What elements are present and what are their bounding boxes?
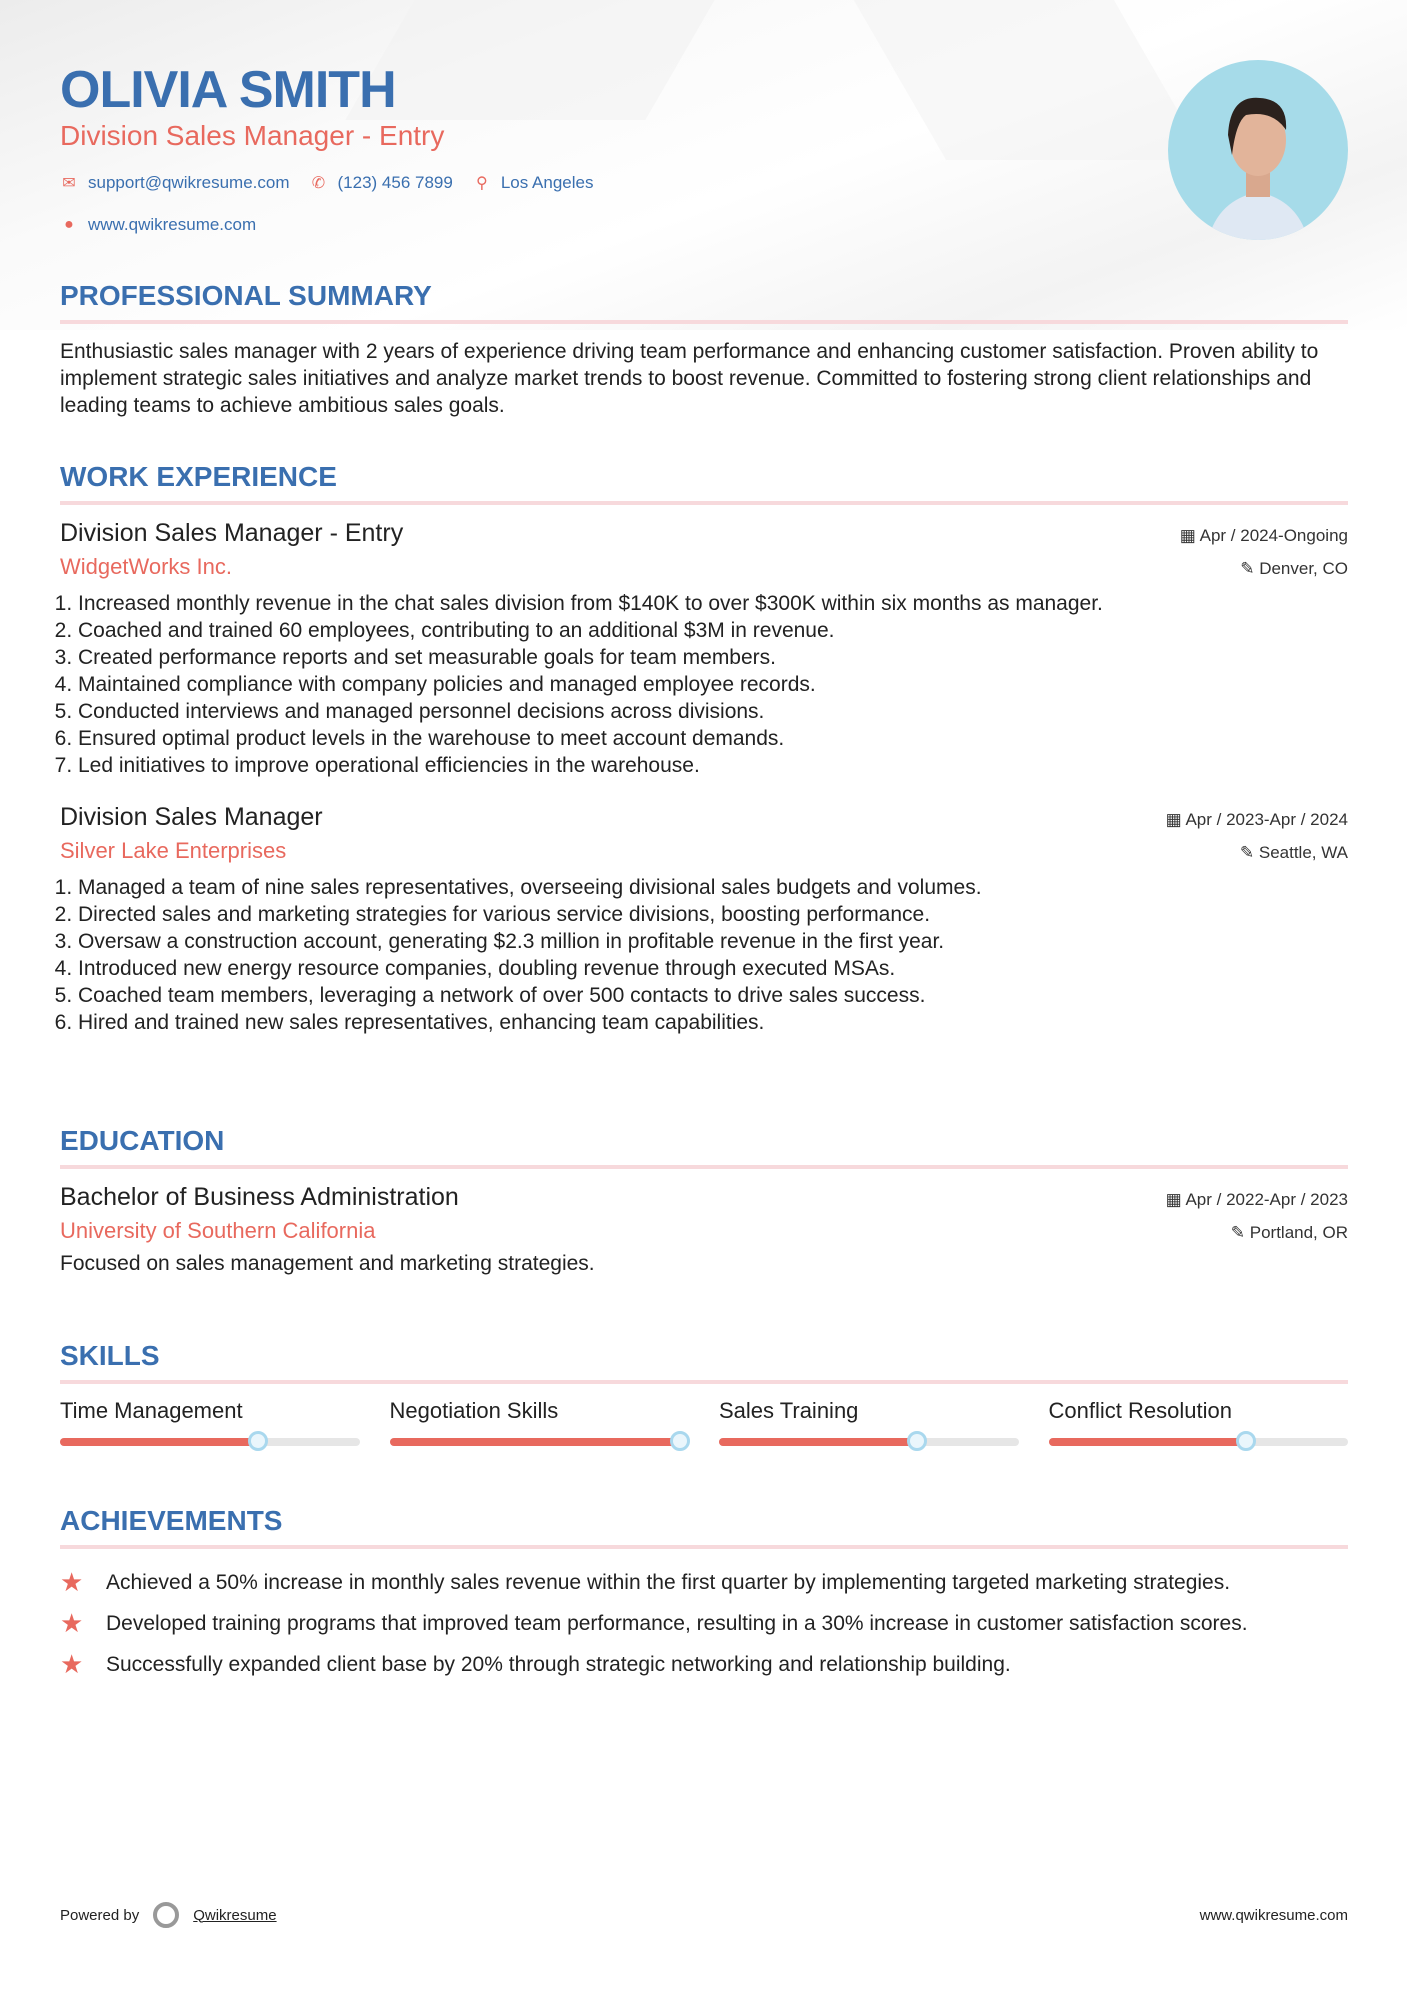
calendar-icon: ▦ Apr / 2023-Apr / 2024 [1165, 810, 1348, 829]
job-title: Division Sales Manager [60, 803, 323, 831]
skill-fill [719, 1438, 917, 1446]
section-heading: SKILLS [60, 1340, 1348, 1384]
candidate-role: Division Sales Manager - Entry [60, 120, 445, 151]
skill-item [1049, 1398, 1349, 1446]
star-icon: ★ [60, 1649, 84, 1679]
skill-name: Sales Training [719, 1398, 859, 1423]
job-title: Division Sales Manager - Entry [60, 519, 404, 547]
list-item: 3. Oversaw a construction account, generating $2.3 million in profitable revenue in the first year. [78, 928, 1348, 955]
list-item: 4. Introduced new energy resource companies, doubling revenue through executed MSAs. [78, 955, 1348, 982]
summary-text: Enthusiastic sales manager with 2 years of experience driving team performance and enhancing customer satisfaction. Proven ability to implement strategic sales initiatives and analyze market trends to boost revenue. Committed to fostering strong client relationships and leading teams to achieve ambitious sales goals. [60, 340, 1319, 417]
section-heading: EDUCATION [60, 1125, 1348, 1169]
education-location: Portland, OR [1249, 1223, 1348, 1242]
website-row [60, 215, 256, 235]
job-location: Denver, CO [1259, 559, 1348, 578]
achievement-text: Successfully expanded client base by 20% through strategic networking and relationship building. [106, 1653, 1011, 1676]
skill-knob [670, 1431, 690, 1451]
footer [60, 1902, 1348, 1928]
skill-bar [390, 1438, 690, 1446]
list-item: 7. Led initiatives to improve operational efficiencies in the warehouse. [78, 752, 1348, 779]
list-item: 5. Conducted interviews and managed personnel decisions across divisions. [78, 698, 1348, 725]
list-item: 5. Coached team members, leveraging a network of over 500 contacts to drive sales success. [78, 982, 1348, 1009]
education-description: Focused on sales management and marketing strategies. [60, 1252, 595, 1275]
star-icon: ★ [60, 1608, 84, 1638]
job-entry [60, 519, 1348, 779]
achievement-item [60, 1651, 1348, 1678]
skill-knob [907, 1431, 927, 1451]
list-item: 3. Created performance reports and set measurable goals for team members. [78, 644, 1348, 671]
section-heading: WORK EXPERIENCE [60, 461, 1348, 505]
skill-bar [60, 1438, 360, 1446]
achievement-item [60, 1569, 1348, 1596]
skills-section [60, 1340, 1348, 1446]
list-item: 1. Increased monthly revenue in the chat sales division from $140K to over $300K within six months as manager. [78, 590, 1348, 617]
pin-icon: ✎ Seattle, WA [1239, 843, 1348, 862]
star-icon: ★ [60, 1567, 84, 1597]
brand-link[interactable]: Qwikresume [193, 1906, 277, 1924]
skill-name: Negotiation Skills [389, 1398, 559, 1423]
phone-icon: ✆ [311, 175, 326, 192]
skill-fill [390, 1438, 681, 1446]
list-item: 6. Hired and trained new sales representatives, enhancing team capabilities. [78, 1009, 1348, 1036]
list-item: 2. Directed sales and marketing strategies for various service divisions, boosting performance. [78, 901, 1348, 928]
pin-icon: ✎ Denver, CO [1240, 559, 1348, 578]
skill-fill [1049, 1438, 1247, 1446]
envelope-icon: ✉ [62, 175, 76, 192]
job-dates: Apr / 2024-Ongoing [1199, 526, 1348, 545]
achievements-section [60, 1505, 1348, 1692]
skill-knob [1236, 1431, 1256, 1451]
education-dates: Apr / 2022-Apr / 2023 [1185, 1190, 1348, 1209]
calendar-icon: ▦ Apr / 2024-Ongoing [1179, 526, 1348, 545]
globe-icon: ● [64, 216, 74, 233]
candidate-name: OLIVIA SMITH [60, 61, 396, 119]
skill-name: Conflict Resolution [1048, 1398, 1232, 1423]
achievement-item [60, 1610, 1348, 1637]
list-item: 6. Ensured optimal product levels in the warehouse to meet account demands. [78, 725, 1348, 752]
skill-item [719, 1398, 1019, 1446]
education-section [60, 1125, 1348, 1277]
profile-photo [1168, 60, 1348, 240]
skill-bar [719, 1438, 1019, 1446]
company: WidgetWorks Inc. [60, 554, 232, 579]
calendar-icon: ▦ Apr / 2022-Apr / 2023 [1165, 1190, 1348, 1209]
company: Silver Lake Enterprises [60, 838, 287, 863]
phone-text: (123) 456 7899 [337, 173, 453, 192]
email-link[interactable]: support@qwikresume.com [88, 173, 290, 192]
degree: Bachelor of Business Administration [60, 1183, 459, 1211]
skill-bar [1049, 1438, 1349, 1446]
job-location: Seattle, WA [1258, 843, 1348, 862]
work-section [60, 461, 1348, 1060]
skill-knob [248, 1431, 268, 1451]
skill-name: Time Management [60, 1398, 243, 1423]
contact-row [60, 173, 593, 193]
section-heading: PROFESSIONAL SUMMARY [60, 280, 1348, 324]
job-entry [60, 803, 1348, 1036]
skill-item [60, 1398, 360, 1446]
job-dates: Apr / 2023-Apr / 2024 [1185, 810, 1348, 829]
list-item: 2. Coached and trained 60 employees, contributing to an additional $3M in revenue. [78, 617, 1348, 644]
powered-by-text: Powered by [60, 1906, 140, 1924]
location-text: Los Angeles [500, 173, 594, 192]
website-link[interactable]: www.qwikresume.com [88, 215, 257, 234]
school: University of Southern California [60, 1218, 376, 1243]
skill-item [390, 1398, 690, 1446]
list-item: 4. Maintained compliance with company policies and managed employee records. [78, 671, 1348, 698]
qwikresume-logo-icon [153, 1902, 179, 1928]
job-bullets [56, 874, 1348, 1036]
pin-icon: ✎ Portland, OR [1230, 1223, 1348, 1242]
list-item: 1. Managed a team of nine sales representatives, overseeing divisional sales budgets and volumes. [78, 874, 1348, 901]
achievement-text: Achieved a 50% increase in monthly sales revenue within the first quarter by implementing targeted marketing strategies. [106, 1571, 1231, 1594]
map-pin-icon: ⚲ [475, 175, 488, 192]
job-bullets [56, 590, 1348, 779]
summary-section [60, 280, 1348, 419]
footer-site: www.qwikresume.com [1199, 1906, 1348, 1924]
section-heading: ACHIEVEMENTS [60, 1505, 1348, 1549]
achievement-text: Developed training programs that improved team performance, resulting in a 30% increase in customer satisfaction scores. [106, 1612, 1248, 1635]
skill-fill [60, 1438, 258, 1446]
